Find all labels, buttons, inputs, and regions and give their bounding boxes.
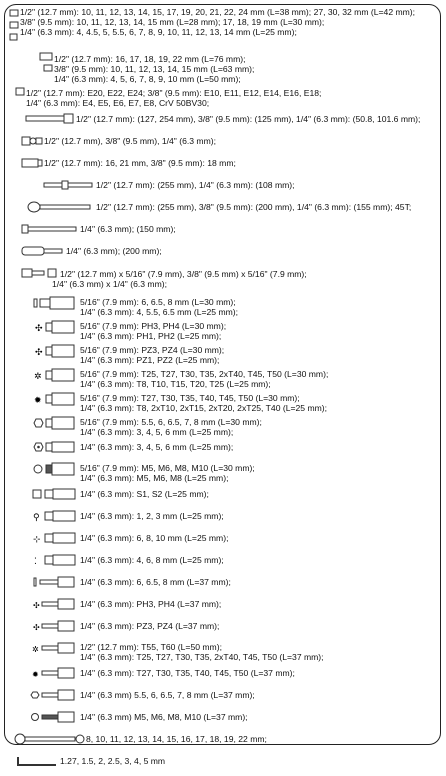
- spec-line: 1/4" (6.3 mm): 4, 5, 6, 7, 8, 9, 10 mm (L=50 mm);: [54, 74, 241, 84]
- spec-line: 1/2" (12.7 mm): 16, 21 mm, 3/8" (9.5 mm): 18 mm;: [44, 158, 236, 168]
- hex-tamper-bit-icon: [0, 440, 80, 454]
- row-long-flat-bits: [0, 575, 446, 597]
- spec-line: 1/4" (6.3 mm): M5, M6, M8 (L=25 mm);: [80, 473, 229, 483]
- long-spline-bit-icon: [0, 710, 80, 724]
- spec-line: 1/4" (6.3 mm): 6, 6.5, 8 mm (L=37 mm);: [80, 577, 231, 587]
- row-long-spline-bits: [0, 710, 446, 732]
- svg-text:⊹: ⊹: [33, 535, 41, 545]
- extension-bar-icon: [0, 112, 76, 126]
- hex-key-icon: [0, 754, 60, 768]
- spec-line: 1/4" (6.3 mm): T27, T30, T35, T40, T45, T50 (L=37 mm);: [80, 668, 295, 678]
- spec-line: 5/16" (7.9 mm): 5.5, 6, 6.5, 7, 8 mm (L=30 mm);: [80, 417, 262, 427]
- spec-line: 5/16" (7.9 mm): PZ3, PZ4 (L=30 mm);: [80, 345, 225, 355]
- row-driver-handle: [0, 244, 446, 266]
- spec-line: 1/4" (6.3 mm): 3, 4, 5, 6 mm (L=25 mm);: [80, 442, 234, 452]
- spanner-bit-icon: [0, 531, 80, 545]
- row-flex-shaft: [0, 222, 446, 244]
- slotted-bit-icon: [0, 296, 80, 318]
- row-deep-sockets: [0, 50, 446, 86]
- spline-bit-icon: [0, 462, 80, 484]
- row-spark-plug-sockets: [0, 156, 446, 178]
- row-long-torx-tamper-bits: [0, 666, 446, 688]
- row-triwing-bits: [0, 509, 446, 531]
- row-long-hex-bits: [0, 688, 446, 710]
- svg-text:✣: ✣: [33, 601, 40, 610]
- spec-line: 1/2" (12.7 mm): T55, T60 (L=50 mm);: [80, 642, 222, 652]
- tri-wing-bit-icon: [0, 509, 80, 523]
- spec-line: 1/4" (6.3 mm): E4, E5, E6, E7, E8, CrV 50BV30;: [26, 98, 210, 108]
- row-long-torx-bits: [0, 641, 446, 666]
- spec-line: 1/2" (12.7 mm): (255 mm), 1/4" (6.3 mm): (108 mm);: [96, 180, 295, 190]
- svg-text:✣: ✣: [35, 324, 43, 334]
- svg-text:✲: ✲: [34, 372, 42, 382]
- spec-line: 5/16" (7.9 mm): T25, T27, T30, T35, 2xT40, T45, T50 (L=30 mm);: [80, 369, 329, 379]
- spec-line: 5/16" (7.9 mm): 6, 6.5, 8 mm (L=30 mm);: [80, 297, 236, 307]
- spec-line: 1/4" (6.3 mm): PH1, PH2 (L=25 mm);: [80, 331, 222, 341]
- spec-line: 3/8" (9.5 mm): 10, 11, 12, 13, 14, 15 mm (L=28 mm); 17, 18, 19 mm (L=30 mm);: [20, 17, 325, 27]
- svg-text:✣: ✣: [35, 348, 43, 358]
- long-pozidriv-bit-icon: [0, 619, 80, 633]
- row-ph-bits: [0, 320, 446, 344]
- spec-line: 3/8" (9.5 mm): 10, 11, 12, 13, 14, 15 mm (L=63 mm);: [54, 64, 255, 74]
- spec-line: 8, 10, 11, 12, 13, 14, 15, 16, 17, 18, 19, 22 mm;: [86, 734, 267, 744]
- svg-text:✹: ✹: [32, 670, 39, 679]
- svg-text:✹: ✹: [34, 396, 42, 406]
- spec-line: 1/2" (12.7 mm): E20, E22, E24; 3/8" (9.5 mm): E10, E11, E12, E14, E16, E18;: [26, 88, 322, 98]
- spec-line: 5/16" (7.9 mm): M5, M6, M8, M10 (L=30 mm);: [80, 463, 255, 473]
- row-square-bits: [0, 487, 446, 509]
- spec-line: 1/4" (6.3 mm); (200 mm);: [66, 246, 162, 256]
- spec-line: 1/4" (6.3 mm): 6, 8, 10 mm (L=25 mm);: [80, 533, 229, 543]
- svg-text:⚲: ⚲: [33, 513, 40, 523]
- torx-tamper-bit-icon: [0, 392, 80, 414]
- universal-joint-icon: [0, 134, 44, 148]
- row-pz-bits: [0, 344, 446, 368]
- spec-line: 1/4" (6.3 mm): 4, 4.5, 5, 5.5, 6, 7, 8, 9, 10, 11, 12, 13, 14 mm (L=25 mm);: [20, 27, 297, 37]
- row-hex-bits: [0, 416, 446, 440]
- spec-line: 1/2" (12.7 mm): 10, 11, 12, 13, 14, 15, 17, 19, 20, 21, 22, 24 mm (L=38 mm); 27, 30, 32 mm (L=42 mm);: [20, 7, 416, 17]
- spec-line: 1/2" (12.7 mm): 16, 17, 18, 19, 22 mm (L=76 mm);: [54, 54, 246, 64]
- row-spanner-bits: [0, 531, 446, 553]
- row-spanner-bits-2: [0, 553, 446, 575]
- row-torx-tamper-bits: [0, 392, 446, 416]
- spec-line: 1/4" (6.3 mm); (150 mm);: [80, 224, 176, 234]
- row-spline-bits: [0, 462, 446, 487]
- row-long-pz-bits: [0, 619, 446, 641]
- spec-line: 1/4" (6.3 mm): 1, 2, 3 mm (L=25 mm);: [80, 511, 224, 521]
- spec-line: 1/4" (6.3 mm): 4, 5.5, 6.5 mm (L=25 mm);: [80, 307, 239, 317]
- svg-text:⁚: ⁚: [34, 557, 37, 567]
- long-torx-tamper-bit-icon: [0, 666, 80, 680]
- row-flat-bits: [0, 296, 446, 320]
- combination-wrench-icon: [0, 732, 86, 746]
- row-hex-tamper-bits: [0, 440, 446, 462]
- spec-line: 1/4" (6.3 mm): 3, 4, 5, 6 mm (L=25 mm);: [80, 427, 234, 437]
- spec-line: 1/2" (12.7 mm): (255 mm), 3/8" (9.5 mm): (200 mm), 1/4" (6.3 mm): (155 mm); 45T;: [96, 202, 412, 212]
- row-ratchets: [0, 200, 446, 222]
- row-universal-joint: [0, 134, 446, 156]
- e-torx-socket-icon: [0, 86, 26, 108]
- spec-line: 1/2" (12.7 mm), 3/8" (9.5 mm), 1/4" (6.3 mm);: [44, 136, 216, 146]
- spec-list: [0, 6, 446, 776]
- sliding-t-bar-icon: [0, 178, 96, 192]
- row-hex-keys: [0, 754, 446, 776]
- ratchet-handle-icon: [0, 200, 96, 214]
- spec-line: 1/4" (6.3 mm): S1, S2 (L=25 mm);: [80, 489, 209, 499]
- spec-line: 1/4" (6.3 mm): PZ1, PZ2 (L=25 mm);: [80, 355, 220, 365]
- torx-bit-icon: [0, 368, 80, 390]
- bit-driver-handle-icon: [0, 244, 66, 258]
- spec-line: 1/4" (6.3 mm) x 1/4" (6.3 mm);: [52, 279, 167, 289]
- spec-line: 1.27, 1.5, 2, 2.5, 3, 4, 5 mm: [60, 756, 166, 766]
- deep-socket-icon: [0, 50, 54, 84]
- spec-line: 1/4" (6.3 mm): PZ3, PZ4 (L=37 mm);: [80, 621, 220, 631]
- spark-plug-socket-icon: [0, 156, 44, 170]
- spec-line: 5/16" (7.9 mm): T27, T30, T35, T40, T45, T50 (L=30 mm);: [80, 393, 300, 403]
- long-phillips-bit-icon: [0, 597, 80, 611]
- phillips-bit-icon: [0, 320, 80, 342]
- spanner-bit-icon: [0, 553, 80, 567]
- long-hex-bit-icon: [0, 688, 80, 702]
- spec-line: 1/2" (12.7 mm) x 5/16" (7.9 mm), 3/8" (9.5 mm) x 5/16" (7.9 mm);: [60, 269, 307, 279]
- spec-line: 1/4" (6.3 mm): PH3, PH4 (L=37 mm);: [80, 599, 222, 609]
- row-extensions: [0, 112, 446, 134]
- spec-line: 1/2" (12.7 mm): (127, 254 mm), 3/8" (9.5 mm): (125 mm), 1/4" (6.3 mm): (50.8, 101.6 mm);: [76, 114, 421, 124]
- pozidriv-bit-icon: [0, 344, 80, 366]
- row-e-sockets: [0, 86, 446, 112]
- short-socket-icon: [0, 6, 20, 44]
- row-long-ph-bits: [0, 597, 446, 619]
- hex-bit-icon: [0, 416, 80, 438]
- spec-line: 1/4" (6.3 mm): T25, T27, T30, T35, 2xT40, T45, T50 (L=37 mm);: [80, 652, 324, 662]
- spec-line: 1/4" (6.3 mm): 4, 6, 8 mm (L=25 mm);: [80, 555, 224, 565]
- bit-adapter-icon: [0, 266, 60, 292]
- spec-line: 1/4" (6.3 mm): T8, 2xT10, 2xT15, 2xT20, 2xT25, T40 (L=25 mm);: [80, 403, 328, 413]
- row-adapters: [0, 266, 446, 296]
- spec-line: 1/4" (6.3 mm): T8, T10, T15, T20, T25 (L=25 mm);: [80, 379, 271, 389]
- flexible-extension-icon: [0, 222, 80, 236]
- long-torx-bit-icon: [0, 641, 80, 663]
- row-wrenches: [0, 732, 446, 754]
- long-slotted-bit-icon: [0, 575, 80, 589]
- svg-text:✣: ✣: [33, 623, 40, 632]
- spec-line: 1/4" (6.3 mm) 5.5, 6, 6.5, 7, 8 mm (L=37 mm);: [80, 690, 255, 700]
- spec-line: 5/16" (7.9 mm): PH3, PH4 (L=30 mm);: [80, 321, 227, 331]
- row-torx-bits: [0, 368, 446, 392]
- square-bit-icon: [0, 487, 80, 501]
- row-t-bar: [0, 178, 446, 200]
- row-short-sockets: [0, 6, 446, 50]
- svg-text:✲: ✲: [32, 645, 39, 654]
- spec-line: 1/4" (6.3 mm) M5, M6, M8, M10 (L=37 mm);: [80, 712, 248, 722]
